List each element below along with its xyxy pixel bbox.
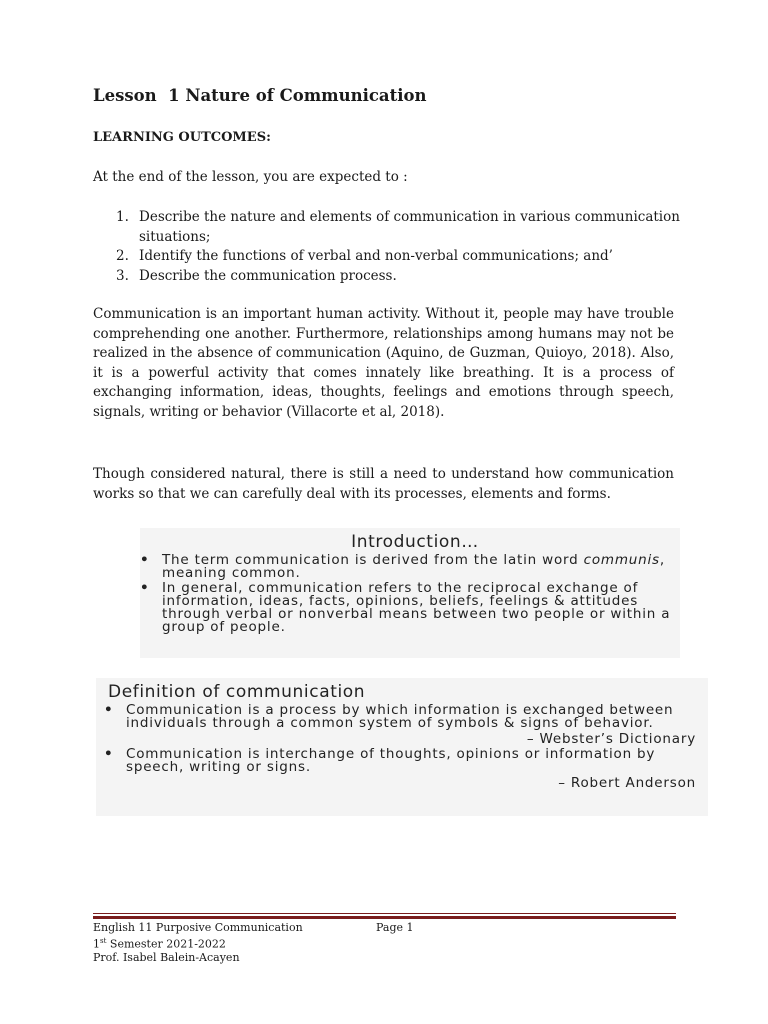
body-paragraph-1: Communication is an important human activity. Without it, people may have trouble comprehending one another. Furthermore, relationships among humans may not be realized in the absence of communication (Aquino, de Guzman, Quioyo, 2018). Also, it is a powerful activity that comes innately like breathing. It is a process of exchanging information, ideas, thoughts, feelings and emotions through speech, signals, writing or behavior (Villacorte et al, 2018). (93, 306, 674, 420)
attribution-robert-anderson: – Robert Anderson (558, 775, 696, 791)
definition-slide-title: Definition of communication (108, 682, 366, 702)
slide-bullet-text: Communication is a process by which information is exchanged between individuals through a common system of symbols & signs of behavior. (126, 702, 674, 731)
slide-bullet (140, 554, 680, 580)
slide-bullet-text: In general, communication refers to the reciprocal exchange of information, ideas, facts, opinions, beliefs, feelings & attitudes through verbal or nonverbal means between two people or within a group of people. (162, 580, 671, 635)
footer-professor: Prof. Isabel Balein-Acayen (93, 950, 240, 964)
definition-slide-bullets-2 (96, 748, 708, 774)
introduction-slide-title: Introduction… (351, 532, 479, 552)
slide-bullet (104, 704, 708, 730)
outcome-text: Identify the functions of verbal and non-verbal communications; and’ (139, 248, 613, 264)
introduction-slide-image (140, 528, 680, 658)
bullet-icon: • (140, 552, 150, 568)
learning-outcomes-heading: LEARNING OUTCOMES: (93, 130, 271, 145)
definition-slide-image (96, 678, 708, 816)
introduction-slide-bullets (140, 554, 680, 634)
attribution-websters: – Webster’s Dictionary (526, 731, 696, 747)
latin-term: communis (583, 552, 660, 568)
bullet-icon: • (104, 702, 114, 718)
slide-bullet-text: Communication is interchange of thoughts, opinions or information by speech, writing or signs. (126, 746, 656, 775)
slide-bullet-text: The term communication is derived from the latin word communis, meaning common. (162, 552, 665, 581)
bullet-icon: • (104, 746, 114, 762)
bullet-icon: • (140, 580, 150, 596)
outcome-number: 2. (116, 248, 129, 264)
footer-page-number: Page 1 (376, 921, 414, 934)
outcome-item-3 (116, 267, 686, 287)
outcome-item-1 (116, 208, 686, 247)
footer-row (93, 921, 676, 935)
outcome-item-2 (116, 247, 686, 267)
outcome-number: 1. (116, 209, 129, 225)
outcome-number: 3. (116, 267, 129, 284)
footer-semester: 1st Semester 2021-2022 (93, 936, 226, 951)
intro-line: At the end of the lesson, you are expected to : (93, 169, 408, 185)
slide-bullet (140, 582, 680, 634)
footer-rule-thick (93, 916, 676, 919)
outcome-text: Describe the nature and elements of communication in various communication situations; (139, 209, 680, 245)
lesson-title: Lesson 1 Nature of Communication (93, 86, 427, 105)
footer-rule-thin (93, 913, 676, 914)
body-paragraph-2: Though considered natural, there is still a need to understand how communication works so that we can carefully deal with its processes, elements and forms. (93, 466, 674, 502)
slide-bullet (104, 748, 708, 774)
page-footer (93, 921, 676, 964)
footer-course-name: English 11 Purposive Communication (93, 921, 303, 934)
learning-outcomes-list (116, 208, 686, 286)
definition-slide-bullets (96, 704, 708, 730)
outcome-text: Describe the communication process. (139, 267, 397, 284)
